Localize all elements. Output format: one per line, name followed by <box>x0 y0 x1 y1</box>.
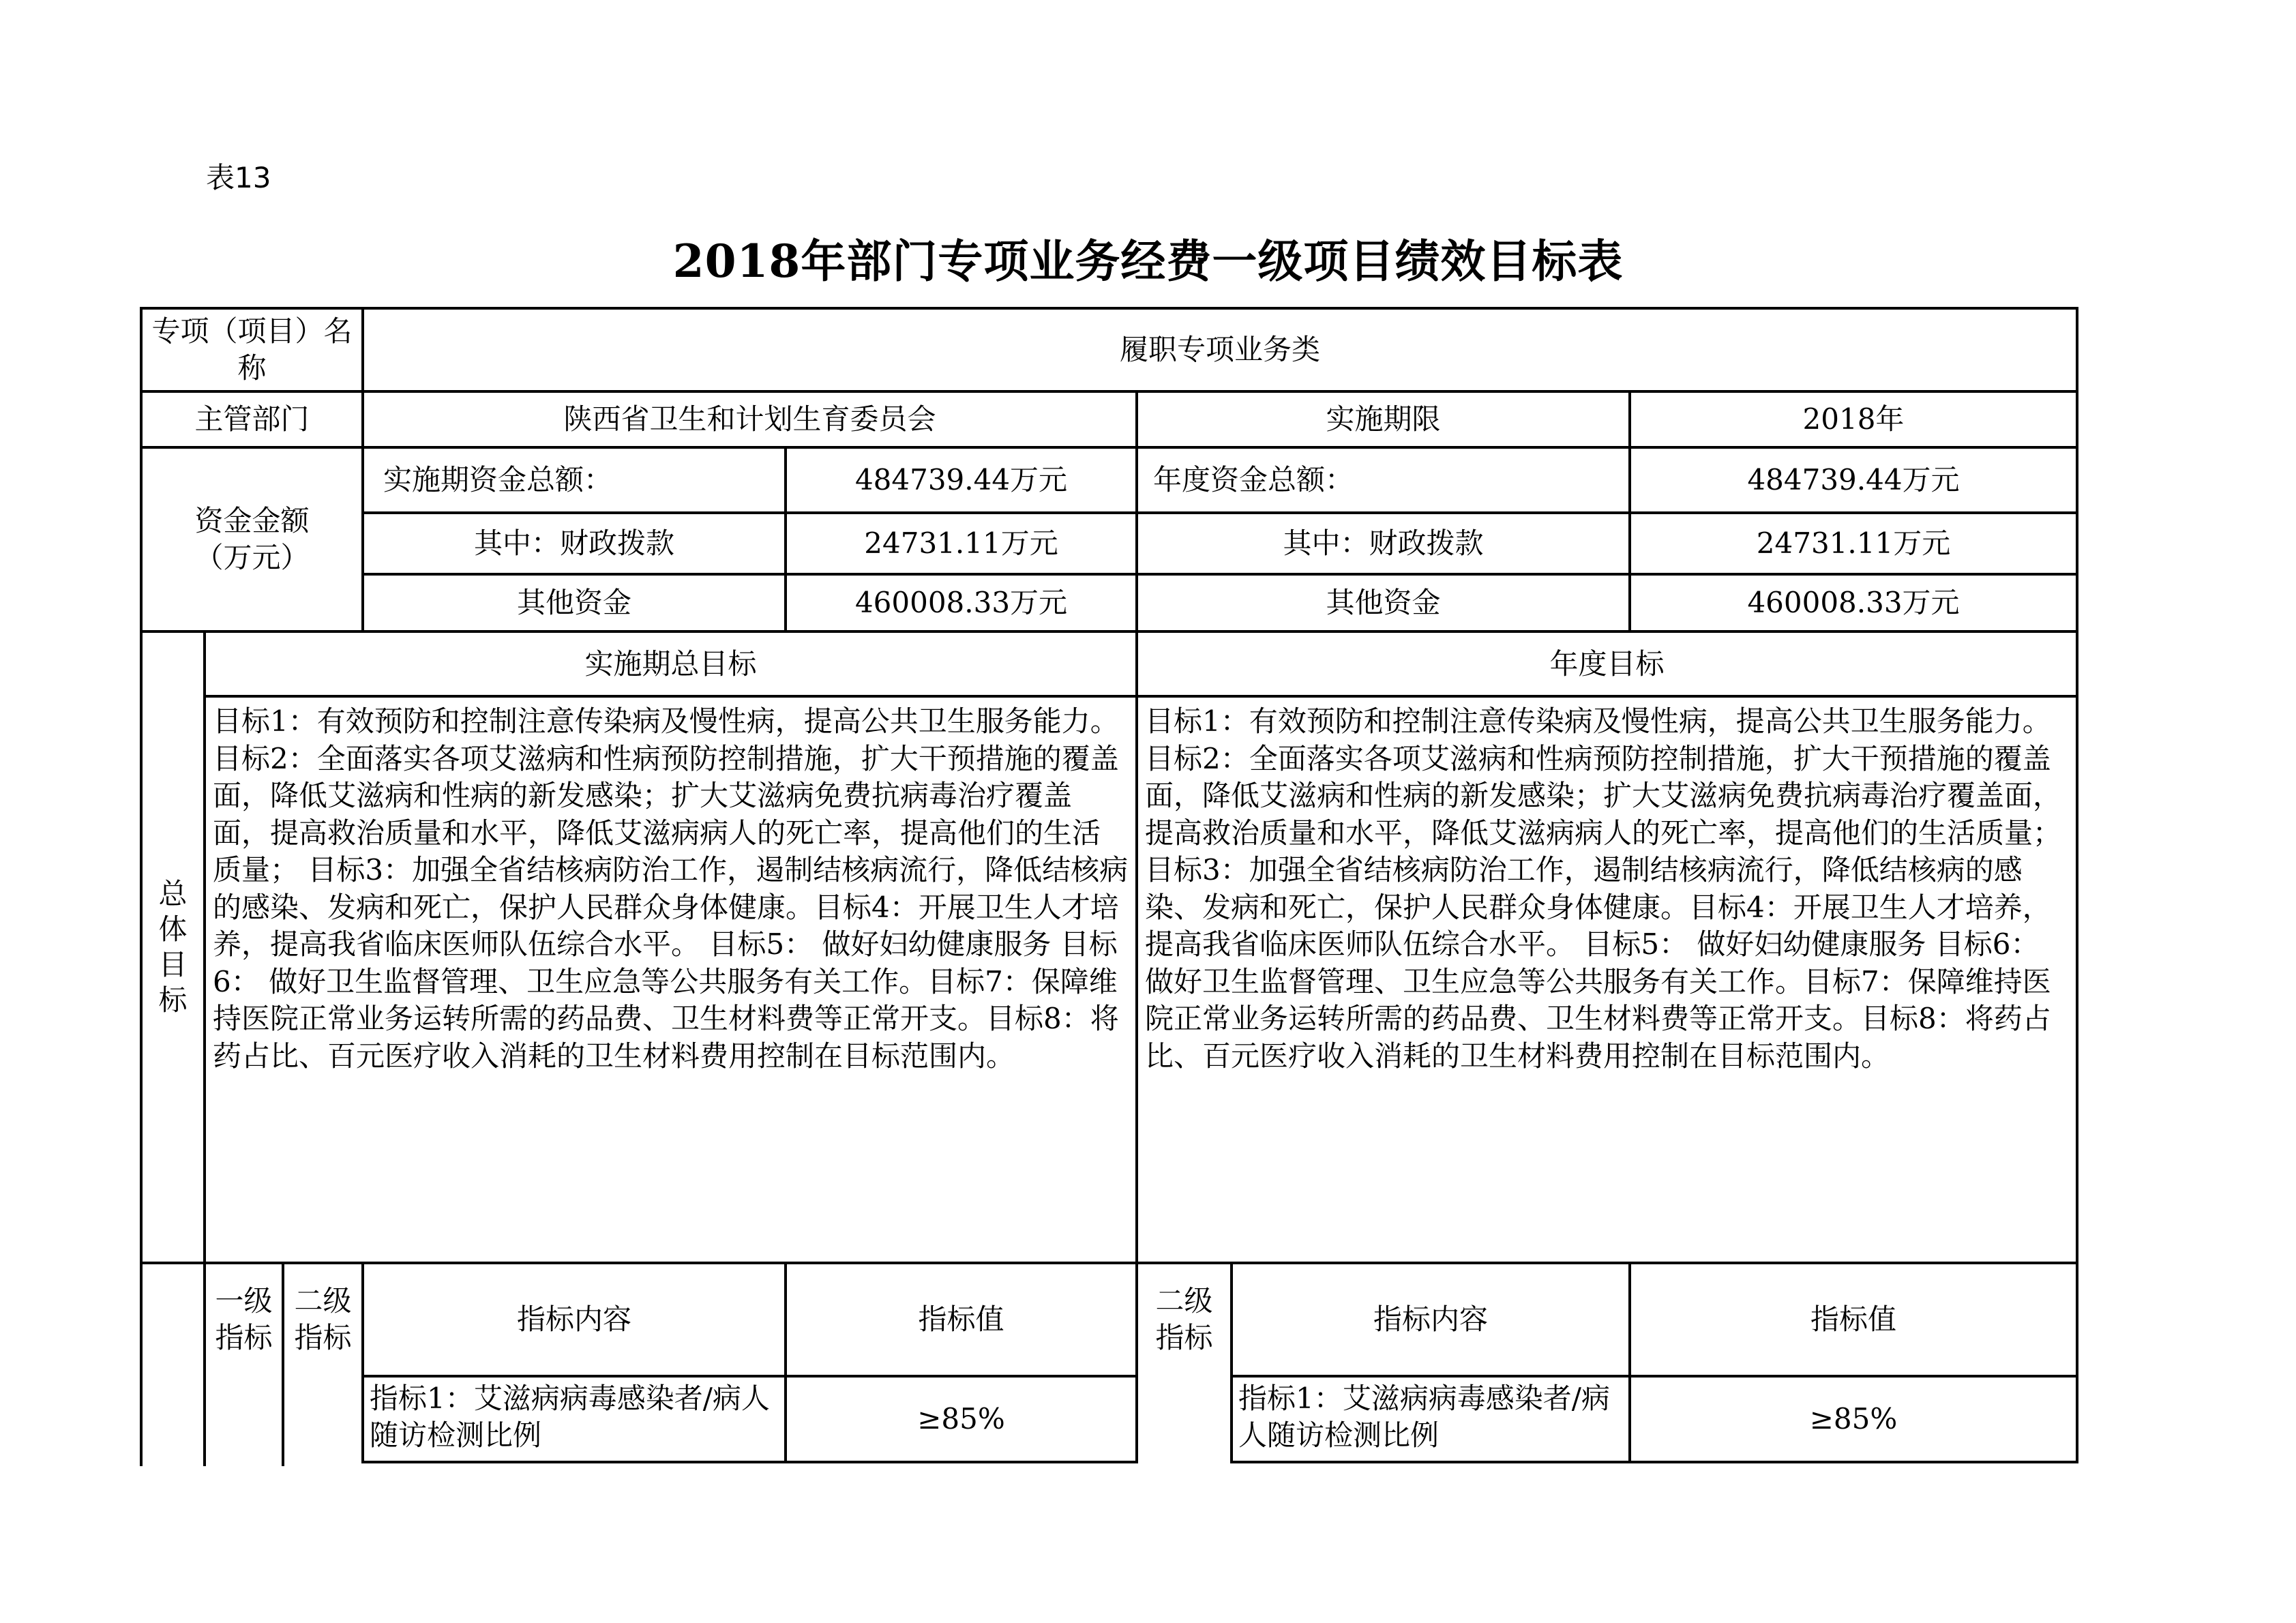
grid-line <box>784 446 787 633</box>
grid-line <box>1230 1262 1233 1463</box>
funds-other-value-period: 460008.33万元 <box>854 586 1068 619</box>
ind-year-content-header: 指标内容 <box>1373 1302 1488 1336</box>
grid-line <box>361 1262 364 1463</box>
table-border-left <box>140 307 143 1466</box>
grid-line <box>141 390 2078 393</box>
funds-total-value-period: 484739.44万元 <box>854 463 1068 496</box>
grid-line <box>361 307 364 633</box>
table-border-right <box>2076 307 2078 1463</box>
funds-total-label-period: 实施期资金总额： <box>383 463 613 496</box>
funds-fiscal-value-year: 24731.11万元 <box>1756 526 1951 560</box>
grid-line <box>1232 1375 2078 1378</box>
ind-level2-header: 二级指标 <box>294 1284 352 1354</box>
goals-side-label: 总体目标 <box>158 877 188 1017</box>
grid-line <box>784 1262 787 1463</box>
grid-line <box>141 446 2078 449</box>
funds-other-label-period: 其他资金 <box>516 586 631 619</box>
grid-line <box>205 695 2078 698</box>
funds-fiscal-label-year: 其中：财政拨款 <box>1283 526 1484 560</box>
funds-fiscal-value-period: 24731.11万元 <box>864 526 1058 560</box>
ind-row1-value: ≥85% <box>917 1402 1005 1435</box>
table-border-top <box>141 307 2078 310</box>
ind-row1-content: 指标1：艾滋病病毒感染者/病人随访检测比例 <box>370 1382 770 1452</box>
grid-line <box>363 511 2078 514</box>
funds-other-label-year: 其他资金 <box>1326 586 1441 619</box>
ind-value-header: 指标值 <box>918 1302 1004 1336</box>
grid-line <box>363 1461 1138 1463</box>
grid-line <box>363 1375 1138 1378</box>
funds-total-value-year: 484739.44万元 <box>1747 463 1960 496</box>
ind-year-value-header: 指标值 <box>1810 1302 1896 1336</box>
goals-period-header: 实施期总目标 <box>584 646 757 681</box>
period-label: 实施期限 <box>1326 402 1441 436</box>
ind-year-level2-header: 二级指标 <box>1155 1284 1213 1354</box>
goals-year-header: 年度目标 <box>1549 646 1665 681</box>
funds-label: 资金金额（万元） <box>194 504 310 574</box>
funds-total-label-year: 年度资金总额： <box>1153 463 1354 496</box>
grid-line <box>1135 390 1138 1463</box>
grid-line <box>1628 390 1631 633</box>
grid-line <box>282 1262 284 1466</box>
funds-other-value-year: 460008.33万元 <box>1747 586 1960 619</box>
ind-content-header: 指标内容 <box>516 1302 631 1336</box>
grid-line <box>203 630 206 1466</box>
grid-line <box>1232 1461 2078 1463</box>
page-title: 2018年部门专项业务经费一级项目绩效目标表 <box>672 235 1624 288</box>
goals-year-text: 目标1：有效预防和控制注意传染病及慢性病，提高公共卫生服务能力。 目标2：全面落实各项艾滋病和性病预防控制措施，扩大干预措施的覆盖面，降低艾滋病和性病的新发感染；扩大艾滋病免费抗病毒治疗覆盖面，提高救治质量和水平，降低艾滋病病人的死亡率，提高他们的生活质量； 目标3：加强全省结核病防治工作，遏制结核病流行，降低结核病的感染、发病和死亡，保护人民群众身体健康。目标4：开展卫生人才培养，提高我省临床医师队伍综合水平。 目标5： 做好妇幼健康服务 目标6： 做好卫生监督管理、卫生应急等公共服务有关工作。目标7：保障维持医院正常业务运转所需的药品费、卫生材料费等正常开支。目标8：将药占比、百元医疗收入消耗的卫生材料费用控制在目标范围内。 <box>1145 704 2062 1073</box>
grid-line <box>141 1262 2078 1264</box>
project-name-label: 专项（项目）名称 <box>151 314 353 385</box>
ind-row1-year-value: ≥85% <box>1809 1402 1898 1435</box>
period-value: 2018年 <box>1802 402 1905 436</box>
goals-period-text: 目标1：有效预防和控制注意传染病及慢性病，提高公共卫生服务能力。 目标2：全面落实各项艾滋病和性病预防控制措施，扩大干预措施的覆盖面，降低艾滋病和性病的新发感染；扩大艾滋病免费抗病毒治疗覆盖面，提高救治质量和水平，降低艾滋病病人的死亡率，提高他们的生活质量； 目标3：加强全省结核病防治工作，遏制结核病流行，降低结核病的感染、发病和死亡，保护人民群众身体健康。目标4：开展卫生人才培养，提高我省临床医师队伍综合水平。 目标5： 做好妇幼健康服务 目标6： 做好卫生监督管理、卫生应急等公共服务有关工作。目标7：保障维持医院正常业务运转所需的药品费、卫生材料费等正常开支。目标8：将药占比、百元医疗收入消耗的卫生材料费用控制在目标范围内。 <box>213 704 1129 1073</box>
table-number: 表13 <box>206 161 271 194</box>
dept-value: 陕西省卫生和计划生育委员会 <box>563 402 936 436</box>
project-name-value: 履职专项业务类 <box>1119 333 1320 366</box>
ind-level1-header: 一级指标 <box>215 1284 273 1354</box>
grid-line <box>141 630 2078 633</box>
ind-row1-year-content: 指标1：艾滋病病毒感染者/病人随访检测比例 <box>1238 1382 1610 1452</box>
dept-label: 主管部门 <box>194 402 310 436</box>
grid-line <box>1628 1262 1631 1463</box>
grid-line <box>363 573 2078 576</box>
funds-fiscal-label-period: 其中：财政拨款 <box>473 526 674 560</box>
